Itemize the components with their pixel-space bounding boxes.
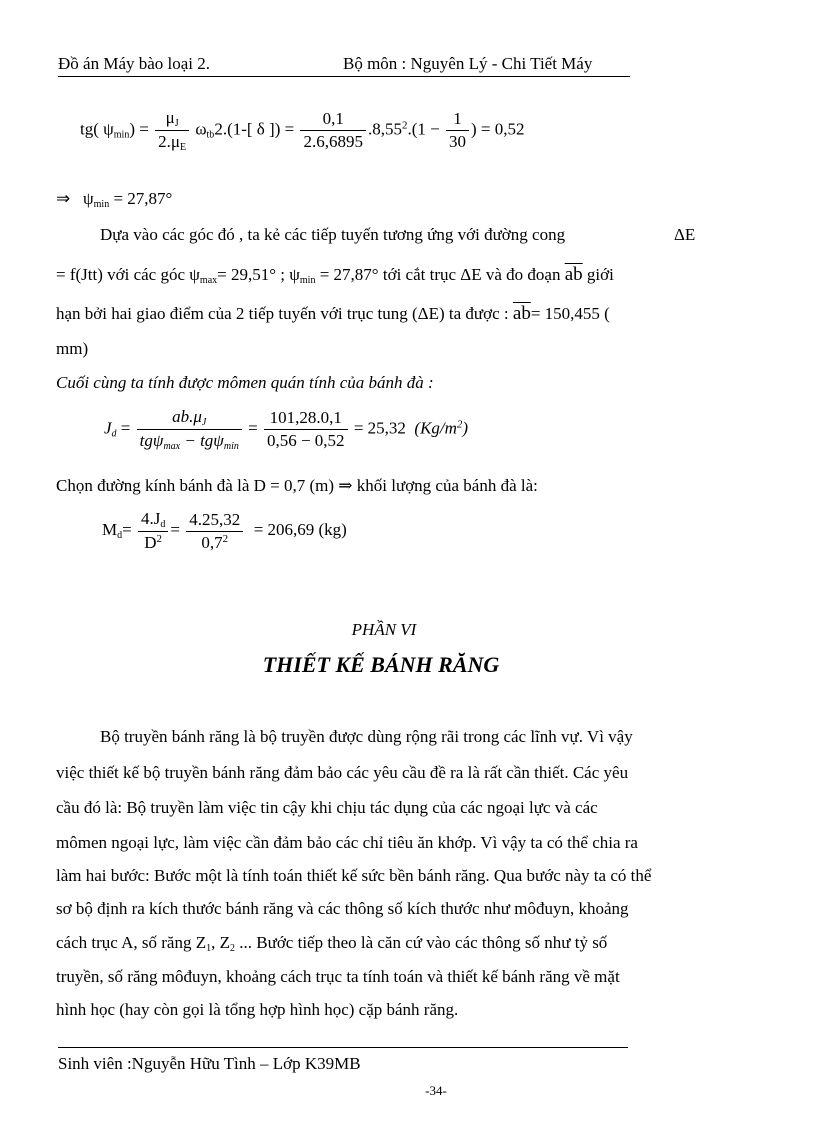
body-line-2: việc thiết kế bộ truyền bánh răng đảm bảo các yêu cầu đề ra là rất cần thiết. Các yêu <box>56 763 629 782</box>
equation-tg-psi-min: tg( $\psi_{min}$) = $\frac{\mu_J}{2.\mu_E}$ $\omega_{tb}2.(1-$[ δ ]) = $\frac{0,1}{2.6,6895}$ $.8,55^2.(1$ − $\frac{1}{30}$ ) = 0,52 <box>80 108 525 153</box>
header-rule <box>58 76 630 77</box>
body-line-9: hình học (hay còn gọi là tổng hợp hình học) cặp bánh răng. <box>56 1000 459 1019</box>
fraction-mass-symbolic: $\frac{4.J_d}{D^2}$ <box>138 509 168 553</box>
header-right: Bộ môn : Nguyên Lý - Chi Tiết Máy <box>343 54 593 73</box>
italic-intro-line: Cuối cùng ta tính được mômen quán tính của bánh đà : <box>56 373 434 392</box>
header-left: Đồ án Máy bào loại 2. <box>58 54 211 73</box>
fraction-mass-numeric: $\frac{4.25,32}{0,7^2}$ <box>186 510 243 553</box>
equation-moment-of-inertia: $J_d$ = $\frac{ab.\mu_J}{tg\psi_{max} - tg\psi_{min}}$ = $\frac{101,28.0,1}{0,56 - 0,52}$ = 25,32 $(Kg/m^2)$ <box>104 407 469 452</box>
body-line-8: truyền, số răng môđuyn, khoảng cách trục ta tính toán và thiết kế bánh răng về mặt <box>56 967 620 986</box>
fraction-numeric-inertia: $\frac{101,28.0,1}{0,56 - 0,52}$ <box>264 408 348 451</box>
body-line-6: sơ bộ định ra kích thước bánh răng và các thông số kích thước như môđuyn, khoảng <box>56 899 629 918</box>
fraction-one-thirtieth: $\frac{1}{30}$ <box>446 109 469 152</box>
page-number: -34- <box>425 1083 447 1098</box>
body-line-1: Bộ truyền bánh răng là bộ truyền được dùng rộng rãi trong các lĩnh vự. Vì vậy <box>100 727 633 746</box>
fraction-symbolic: $\frac{ab.\mu_J}{tg\psi_{max} - tg\psi_{min}}$ <box>137 407 242 452</box>
body-line-7: cách trục A, số răng $Z_1$, $Z_2$ ... Bước tiếp theo là căn cứ vào các thông số như tỷ số <box>56 933 608 954</box>
diameter-choice-line: Chọn đường kính bánh đà là D = 0,7 (m) ⇒ khối lượng của bánh đà là: <box>56 476 538 495</box>
para1-line3: hạn bởi hai giao điểm của 2 tiếp tuyến với trục tung (ΔE) ta được : $\overline{ab}= 150,455$ ( <box>56 303 610 324</box>
fraction-mu: $\frac{\mu_J}{2.\mu_E}$ <box>155 108 189 153</box>
para1-line1-delta-e: ΔE <box>674 225 696 244</box>
fraction-numeric: $\frac{0,1}{2.6,6895}$ <box>300 109 366 152</box>
body-line-3: cầu đó là: Bộ truyền làm việc tin cậy khi chịu tác dụng của các ngoại lực và các <box>56 798 598 817</box>
footer-rule <box>58 1047 628 1048</box>
section-subtitle: PHẦN VI <box>351 620 417 639</box>
para1-line2: = f(Jtt) với các góc $\psi_{max}= 29,51^\circ$ ; $\psi_{min} = 27,87^\circ$ tới cắt trục ΔE và đo đoạn $\overline{ab}$ giới <box>56 264 614 286</box>
equation-flywheel-mass: $M_d=$ $\frac{4.J_d}{D^2}$ = $\frac{4.25,32}{0,7^2}$ = 206,69 (kg) <box>102 509 347 552</box>
footer-student: Sinh viên :Nguyễn Hữu Tình – Lớp K39MB <box>58 1054 361 1073</box>
equation-psi-min-value: ⇒ $\psi_{min} = 27,87^\circ$ <box>56 189 173 210</box>
body-line-4: mômen ngoại lực, làm việc cần đảm bảo các chỉ tiêu ăn khớp. Vì vậy ta có thể chia ra <box>56 833 638 852</box>
section-title: THIẾT KẾ BÁNH RĂNG <box>262 652 500 677</box>
para1-line4: mm) <box>56 339 89 358</box>
body-line-5: làm hai bước: Bước một là tính toán thiết kế sức bền bánh răng. Qua bước này ta có thể <box>56 866 652 885</box>
para1-line1: Dựa vào các góc đó , ta kẻ các tiếp tuyến tương ứng với đường cong <box>100 225 566 244</box>
